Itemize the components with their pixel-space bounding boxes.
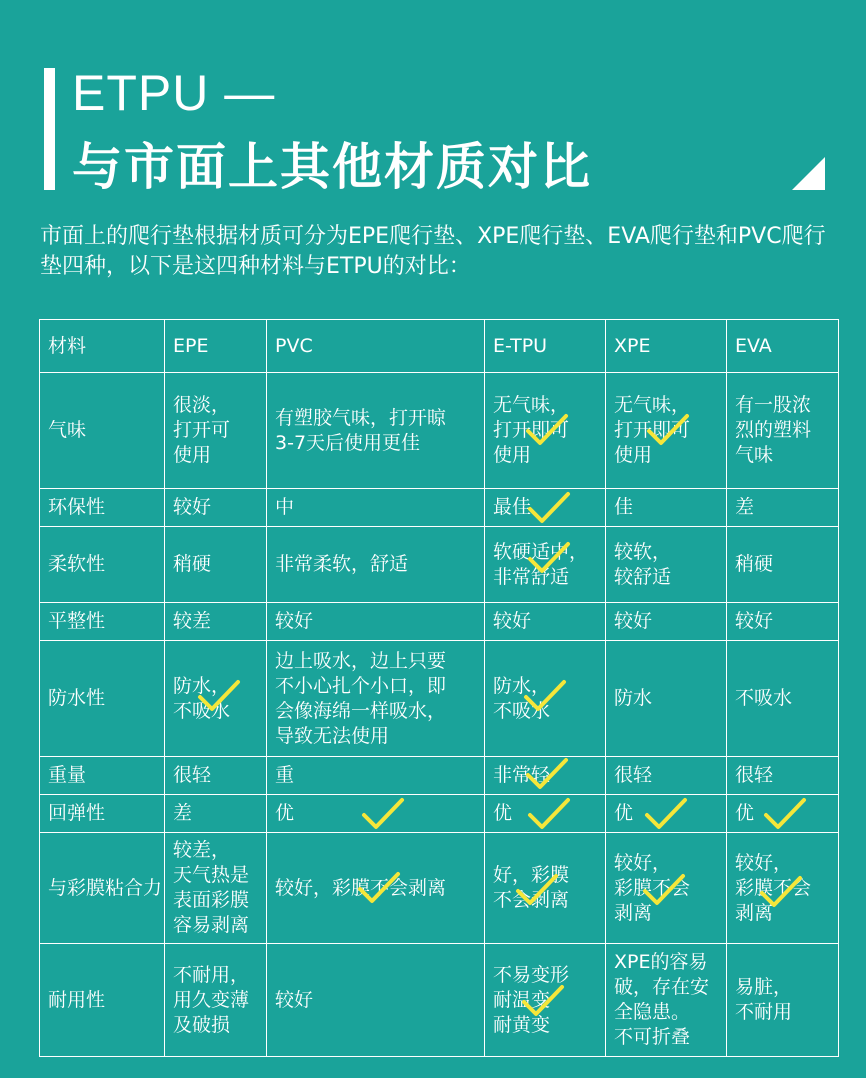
cell-text: 很淡， 打开可 使用	[173, 394, 231, 466]
row-label: 平整性	[40, 603, 165, 641]
row-label: 回弹性	[40, 795, 165, 833]
cell-text: 优	[493, 802, 513, 824]
table-cell	[485, 489, 606, 527]
cell-text: 防水， 不吸水	[173, 674, 231, 722]
header-cell: E-TPU	[485, 320, 606, 373]
table-row	[40, 833, 839, 944]
row-label: 与彩膜粘合力	[40, 833, 165, 944]
cell-text: 软硬适中， 非常舒适	[493, 540, 589, 588]
table-row	[40, 373, 839, 489]
table-cell	[485, 757, 606, 795]
table-cell	[267, 833, 485, 944]
cell-text: 易脏， 不耐用	[735, 976, 793, 1023]
table-cell: 很轻	[165, 757, 267, 795]
table-cell	[485, 795, 606, 833]
header-cell: 材料	[40, 320, 165, 373]
cell-text: 无气味， 打开即可 使用	[614, 394, 691, 466]
page-title-line1: ETPU —	[72, 65, 276, 121]
table-cell	[606, 944, 727, 1057]
header-cell: EVA	[727, 320, 839, 373]
table-cell	[267, 641, 485, 757]
table-cell: 较好	[267, 944, 485, 1057]
table-cell: 稍硬	[165, 527, 267, 603]
table-cell	[606, 833, 727, 944]
table-cell	[606, 527, 727, 603]
checkmark-icon	[527, 797, 571, 831]
cell-text: 无气味， 打开即可 使用	[493, 394, 570, 466]
cell-text: 较好， 彩膜不会 剥离	[614, 851, 691, 924]
table-cell: 差	[727, 489, 839, 527]
table-cell: 不吸水	[727, 641, 839, 757]
row-label: 气味	[40, 373, 165, 489]
intro-paragraph: 市面上的爬行垫根据材质可分为EPE爬行垫、XPE爬行垫、EVA爬行垫和PVC爬行垫四种，以下是这四种材料与ETPU的对比：	[40, 224, 826, 279]
table-cell	[267, 795, 485, 833]
comparison-table	[39, 319, 839, 1057]
cell-text: XPE的容易 破，存在安 全隐患。 不可折叠	[614, 951, 710, 1048]
cell-text: 好，彩膜 不会剥离	[493, 864, 570, 911]
table-row	[40, 757, 839, 795]
table-cell	[727, 833, 839, 944]
table-cell: 稍硬	[727, 527, 839, 603]
table-row	[40, 944, 839, 1057]
table-cell: 很轻	[606, 757, 727, 795]
cell-text: 优	[735, 802, 755, 824]
table-row	[40, 641, 839, 757]
table-cell: 佳	[606, 489, 727, 527]
cell-text: 最佳	[493, 496, 532, 518]
checkmark-icon	[527, 491, 571, 525]
table-cell	[165, 373, 267, 489]
table-cell: 非常柔软，舒适	[267, 527, 485, 603]
cell-text: 优	[614, 802, 634, 824]
table-header-row	[40, 320, 839, 373]
table-cell	[485, 373, 606, 489]
table-cell	[165, 641, 267, 757]
table-cell	[727, 795, 839, 833]
table-row	[40, 603, 839, 641]
header-cell: EPE	[165, 320, 267, 373]
cell-text: 不耐用， 用久变薄 及破损	[173, 963, 250, 1036]
header-cell: XPE	[606, 320, 727, 373]
cell-text: 较差， 天气热是 表面彩膜 容易剥离	[173, 839, 250, 936]
cell-text: 防水， 不吸水	[493, 674, 551, 722]
table-cell	[485, 641, 606, 757]
cell-text: 较软， 较舒适	[614, 540, 672, 588]
table-cell	[485, 833, 606, 944]
checkmark-icon	[361, 797, 405, 831]
table-cell	[485, 527, 606, 603]
cell-text: 非常轻	[493, 764, 551, 786]
table-cell: 较好	[606, 603, 727, 641]
table-row	[40, 795, 839, 833]
table-row	[40, 527, 839, 603]
header-cell: PVC	[267, 320, 485, 373]
table-cell	[165, 944, 267, 1057]
cell-text: 优	[275, 802, 295, 824]
table-cell: 差	[165, 795, 267, 833]
table-cell: 较差	[165, 603, 267, 641]
table-cell: 中	[267, 489, 485, 527]
checkmark-icon	[763, 797, 807, 831]
cell-text: 有塑胶气味，打开晾 3-7天后使用更佳	[275, 406, 447, 454]
cell-text: 有一股浓 烈的塑料 气味	[735, 394, 812, 466]
cell-text: 边上吸水，边上只要 不小心扎个小口，即 会像海绵一样吸水， 导致无法使用	[275, 649, 447, 747]
table-row	[40, 489, 839, 527]
row-label: 环保性	[40, 489, 165, 527]
table-cell	[727, 373, 839, 489]
table-cell	[485, 944, 606, 1057]
checkmark-icon	[644, 797, 688, 831]
table-cell	[606, 795, 727, 833]
row-label: 柔软性	[40, 527, 165, 603]
table-cell	[727, 944, 839, 1057]
cell-text: 较好， 彩膜不会 剥离	[735, 851, 812, 924]
row-label: 防水性	[40, 641, 165, 757]
row-label: 耐用性	[40, 944, 165, 1057]
cell-text: 较好，彩膜不会剥离	[275, 876, 447, 899]
corner-triangle-icon	[792, 157, 825, 190]
table-cell: 较好	[485, 603, 606, 641]
table-cell: 重	[267, 757, 485, 795]
table-cell	[606, 373, 727, 489]
table-cell: 较好	[727, 603, 839, 641]
table-cell: 较好	[267, 603, 485, 641]
table-cell: 防水	[606, 641, 727, 757]
table-cell	[165, 833, 267, 944]
table-cell: 较好	[165, 489, 267, 527]
page-title-line2: 与市面上其他材质对比	[72, 138, 592, 196]
table-cell: 很轻	[727, 757, 839, 795]
table-cell	[267, 373, 485, 489]
title-accent-bar	[44, 68, 55, 190]
row-label: 重量	[40, 757, 165, 795]
cell-text: 不易变形 耐温变 耐黄变	[493, 963, 570, 1036]
